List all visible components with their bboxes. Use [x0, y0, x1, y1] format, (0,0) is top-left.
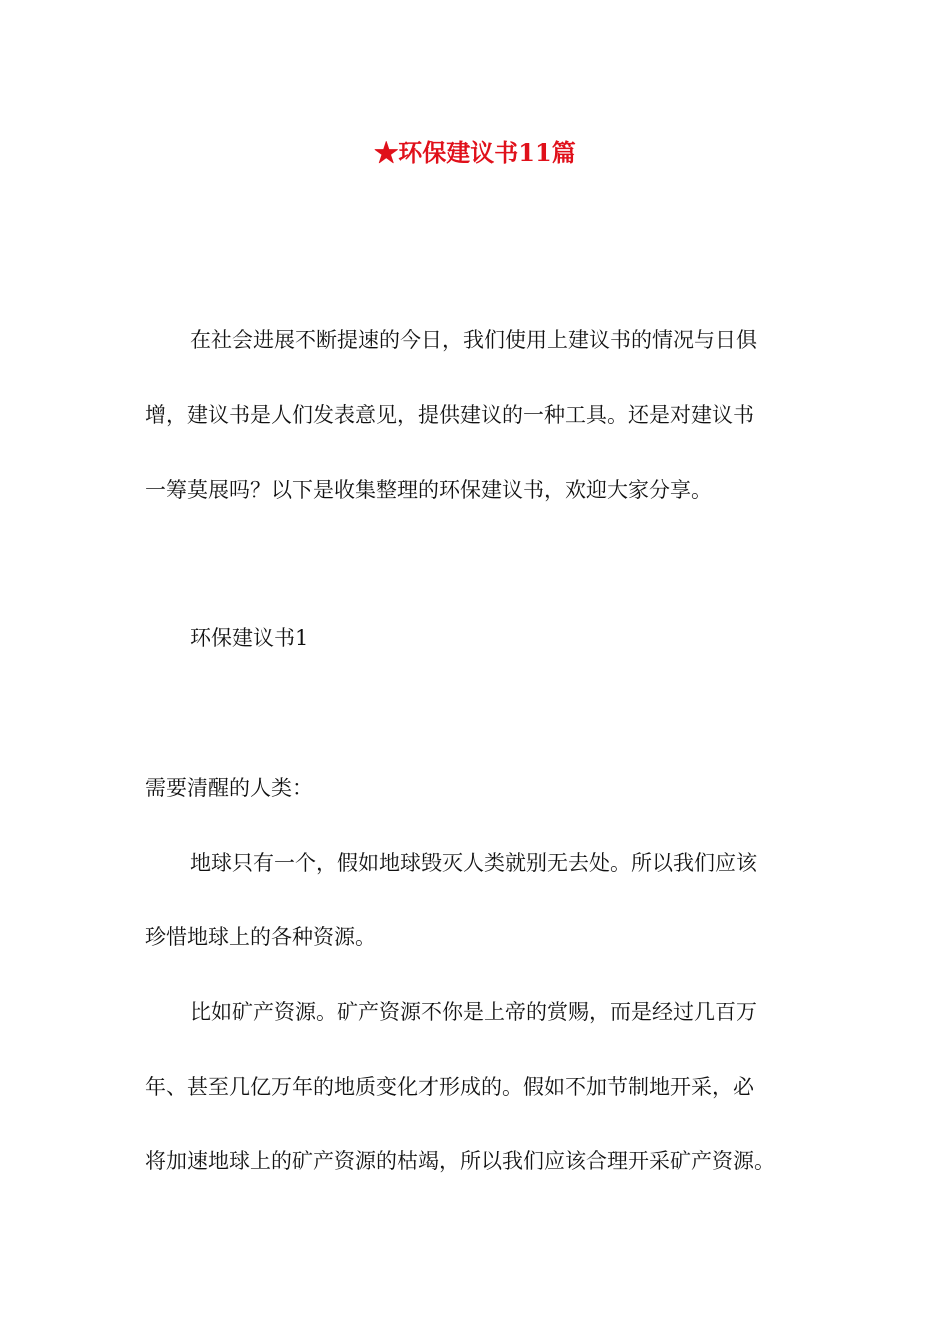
document-title: ★环保建议书11篇 — [374, 138, 576, 167]
intro-line-2: 增，建议书是人们发表意见，提供建议的一种工具。还是对建议书 — [145, 403, 754, 427]
paragraph1-line-1: 地球只有一个，假如地球毁灭人类就别无去处。所以我们应该 — [190, 851, 757, 875]
paragraph2-line-3: 将加速地球上的矿产资源的枯竭，所以我们应该合理开采矿产资源。 — [145, 1149, 775, 1173]
intro-line-1: 在社会进展不断提速的今日，我们使用上建议书的情况与日俱 — [190, 328, 757, 352]
intro-line-3: 一筹莫展吗？以下是收集整理的环保建议书，欢迎大家分享。 — [145, 478, 712, 502]
salutation: 需要清醒的人类： — [145, 776, 313, 800]
section-heading: 环保建议书1 — [190, 626, 309, 650]
paragraph2-line-2: 年、甚至几亿万年的地质变化才形成的。假如不加节制地开采，必 — [145, 1075, 754, 1099]
paragraph2-line-1: 比如矿产资源。矿产资源不你是上帝的赏赐，而是经过几百万 — [190, 1000, 757, 1024]
paragraph1-line-2: 珍惜地球上的各种资源。 — [145, 925, 376, 949]
